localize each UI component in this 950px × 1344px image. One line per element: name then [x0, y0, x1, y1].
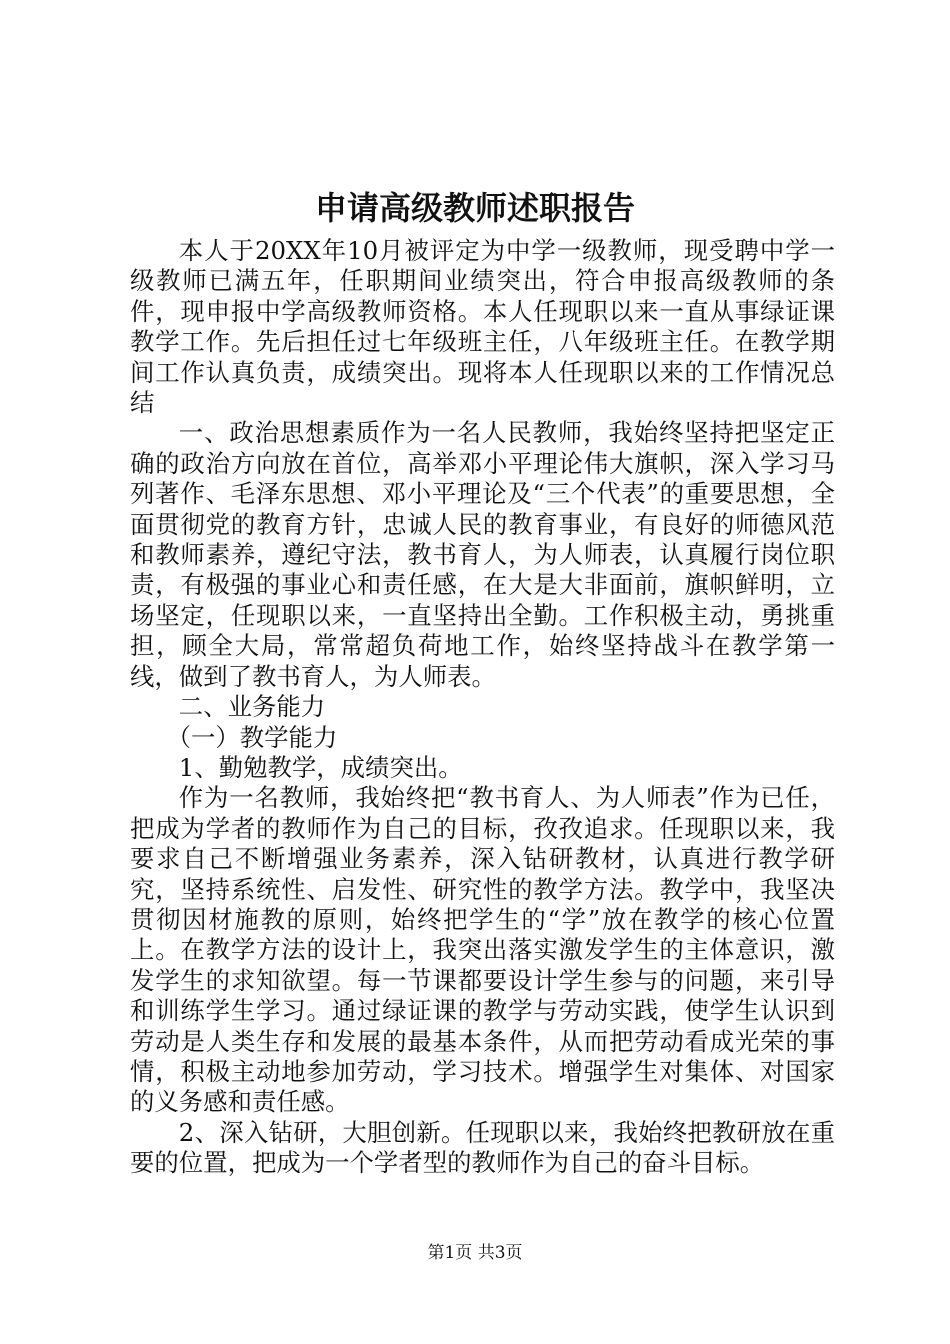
- teaching-detail-paragraph: 作为一名教师，我始终把“教书育人、为人师表”作为已任，把成为学者的教师作为自己的目标，孜孜追求。任现职以来，我要求自己不断增强业务素养，深入钻研教材，认真进行教学研究，坚持系统性、启发性、研究性的教学方法。教学中，我坚决贯彻因材施教的原则，始终把学生的“学”放在教学的核心位置上。在教学方法的设计上，我突出落实激发学生的主体意识，激发学生的求知欲望。每一节课都要设计学生参与的问题，来引导和训练学生学习。通过绿证课的教学与劳动实践，使学生认识到劳动是人类生存和发展的最基本条件，从而把劳动看成光荣的事情，积极主动地参加劳动，学习技术。增强学生对集体、对国家的义务感和责任感。: [130, 783, 835, 1117]
- section-political-paragraph: 一、政治思想素质作为一名人民教师，我始终坚持把坚定正确的政治方向放在首位，高举邓小平理论伟大旗帜，深入学习马列著作、毛泽东思想、邓小平理论及“三个代表”的重要思想，全面贯彻党的教育方针，忠诚人民的教育事业，有良好的师德风范和教师素养，遵纪守法，教书育人，为人师表，认真履行岗位职责，有极强的事业心和责任感，在大是大非面前，旗帜鲜明，立场坚定，任现职以来，一直坚持出全勤。工作积极主动，勇挑重担，顾全大局，常常超负荷地工作，始终坚持战斗在教学第一线，做到了教书育人，为人师表。: [130, 418, 835, 691]
- research-paragraph: 2、深入钻研，大胆创新。任现职以来，我始终把教研放在重要的位置，把成为一个学者型的教师作为自己的奋斗目标。: [130, 1117, 835, 1178]
- page-number-footer: 第1页 共3页: [427, 1243, 523, 1263]
- intro-paragraph: 本人于20XX年10月被评定为中学一级教师，现受聘中学一级教师已满五年，任职期间业绩突出，符合申报高级教师的条件，现申报中学高级教师资格。本人任现职以来一直从事绿证课教学工作。先后担任过七年级班主任，八年级班主任。在教学期间工作认真负责，成绩突出。现将本人任现职以来的工作情况总结: [130, 236, 835, 418]
- item-heading-diligent-teaching: 1、勤勉教学，成绩突出。: [178, 752, 463, 782]
- subsection-heading-teaching: （一）教学能力: [166, 722, 338, 752]
- section-heading-business: 二、业务能力: [178, 692, 326, 722]
- document-body: [130, 236, 835, 1179]
- page-title: 申请高级教师述职报告: [314, 189, 635, 227]
